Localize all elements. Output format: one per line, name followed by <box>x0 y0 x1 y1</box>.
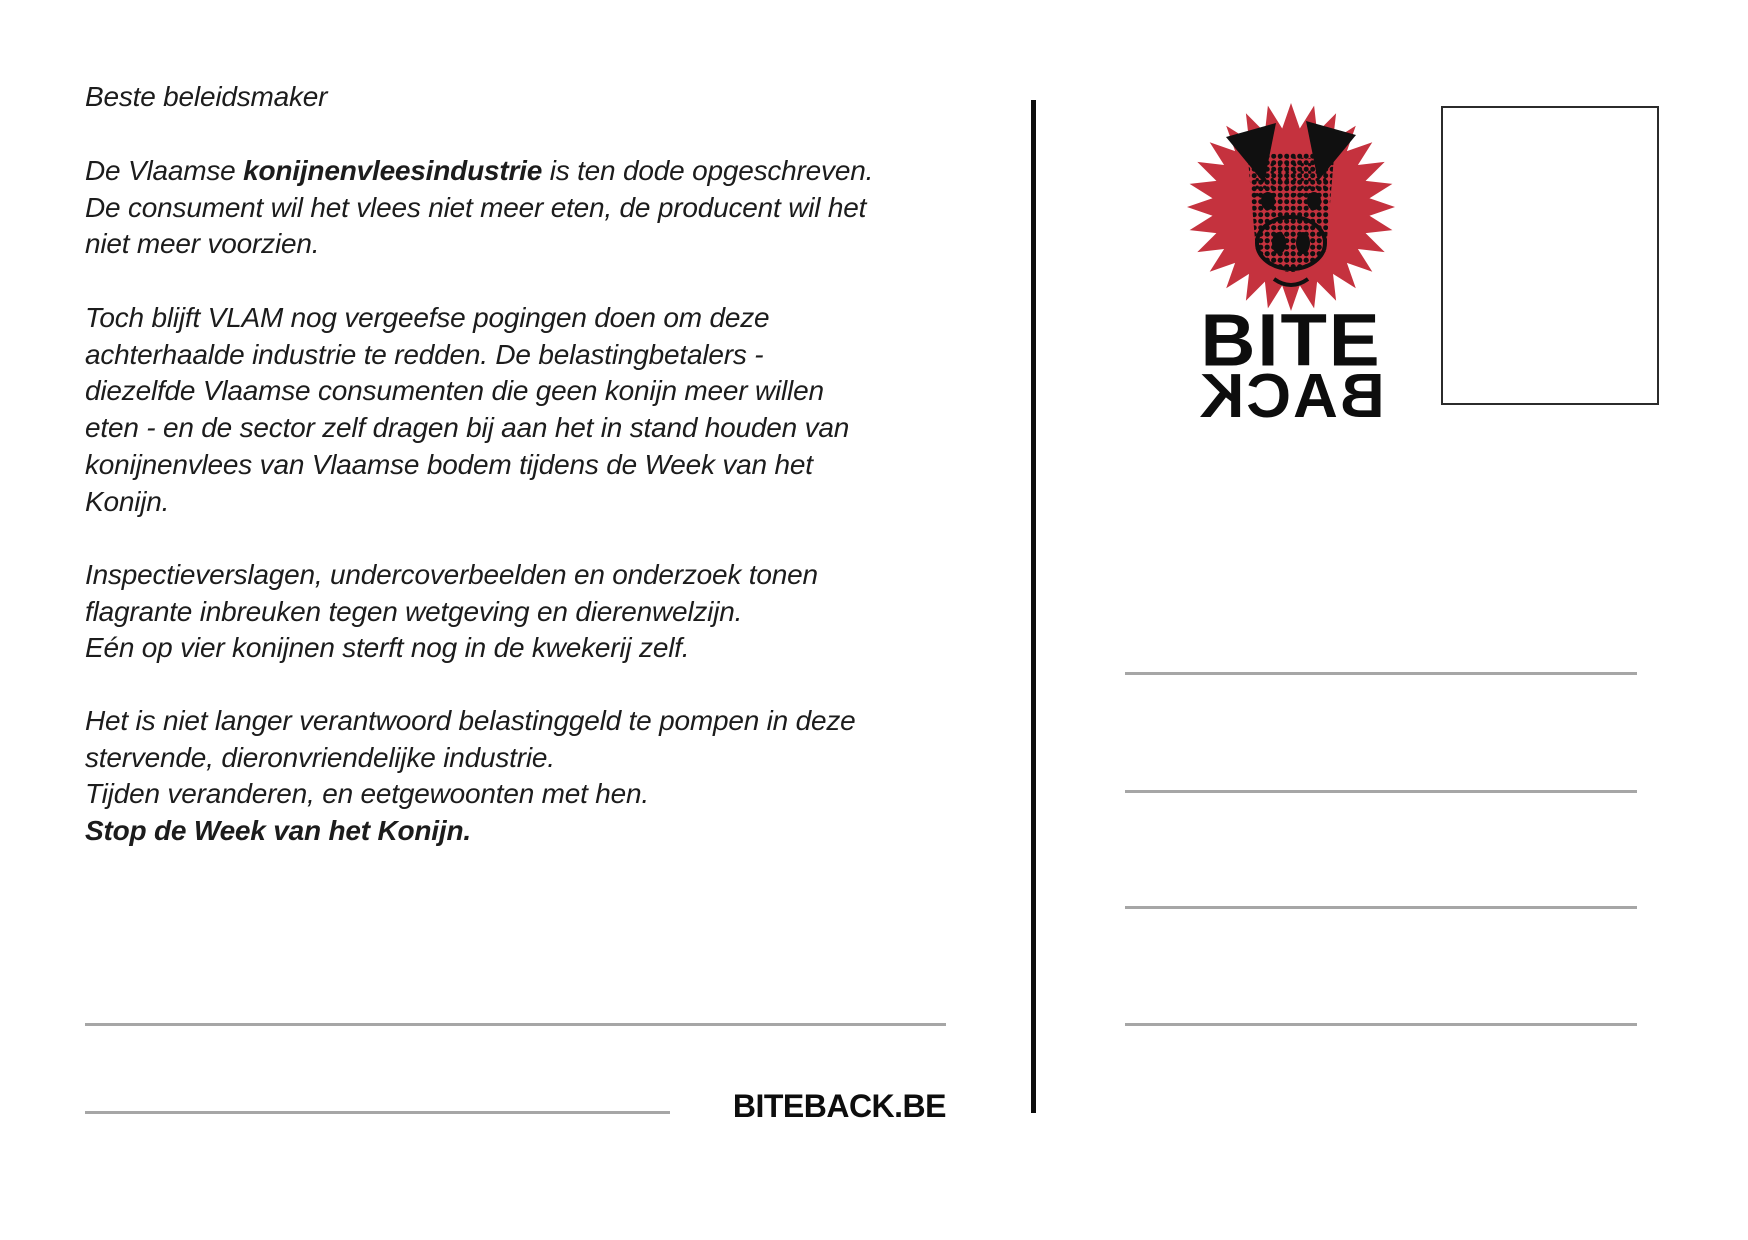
pig-snout <box>1257 217 1325 269</box>
paragraph-vlam <box>85 300 849 520</box>
vertical-divider <box>1031 100 1036 1113</box>
letter-line: Inspectieverslagen, undercoverbeelden en onderzoek tonen <box>85 559 818 590</box>
stamp-box <box>1441 106 1659 405</box>
logo-word-back-mirrored: BACK <box>1197 362 1385 431</box>
paragraph-conclusion <box>85 703 856 850</box>
logo-word-bite: BITE <box>1200 298 1382 383</box>
letter-line: Toch blijft VLAM nog vergeefse pogingen doen om deze <box>85 302 770 333</box>
letter-line: De consument wil het vlees niet meer eten, de producent wil het <box>85 191 867 223</box>
letter-line: Tijden veranderen, en eetgewoonten met hen. <box>85 778 649 810</box>
website-url: BITEBACK.BE <box>732 1088 946 1124</box>
signature-line-2 <box>85 1111 670 1114</box>
letter-line: Eén op vier konijnen sterft nog in de kwekerij zelf. <box>85 632 690 664</box>
address-line-3 <box>1125 906 1637 909</box>
text-segment: is ten dode opgeschreven. <box>542 155 874 186</box>
paragraph-inspections <box>85 557 818 667</box>
pig-forehead <box>1252 157 1330 197</box>
pig-left-nostril <box>1272 232 1286 254</box>
letter-line: eten - en de sector zelf dragen bij aan het in stand houden van <box>85 412 850 444</box>
letter-line: diezelfde Vlaamse consumenten die geen konijn meer willen <box>85 375 824 407</box>
letter-line: konijnenvlees van Vlaamse bodem tijdens de Week van het <box>85 448 813 480</box>
letter-line <box>85 153 873 190</box>
letter-line: achterhaalde industrie te redden. De belastingbetalers - <box>85 338 764 370</box>
signature-line-1 <box>85 1023 946 1026</box>
pig-right-nostril <box>1296 232 1310 254</box>
letter-line-call-to-action: Stop de Week van het Konijn. <box>85 815 471 847</box>
salutation: Beste beleidsmaker <box>85 81 328 112</box>
pig-right-eye <box>1307 192 1321 210</box>
address-line-4 <box>1125 1023 1637 1026</box>
pig-left-eye <box>1261 192 1275 210</box>
paragraph-industry-dead <box>85 153 873 263</box>
letter-line: Konijn. <box>85 485 170 517</box>
letter-line: niet meer voorzien. <box>85 228 320 260</box>
address-line-1 <box>1125 672 1637 675</box>
address-line-2 <box>1125 790 1637 793</box>
text-segment: De Vlaamse <box>85 155 244 186</box>
letter-line: stervende, dieronvriendelijke industrie. <box>85 741 555 773</box>
text-segment-bold: konijnenvleesindustrie <box>243 155 543 186</box>
pig-starburst-icon <box>1186 101 1396 313</box>
letter-line: flagrante inbreuken tegen wetgeving en dierenwelzijn. <box>85 595 743 627</box>
letter-line: Het is niet langer verantwoord belastinggeld te pompen in deze <box>85 705 856 736</box>
